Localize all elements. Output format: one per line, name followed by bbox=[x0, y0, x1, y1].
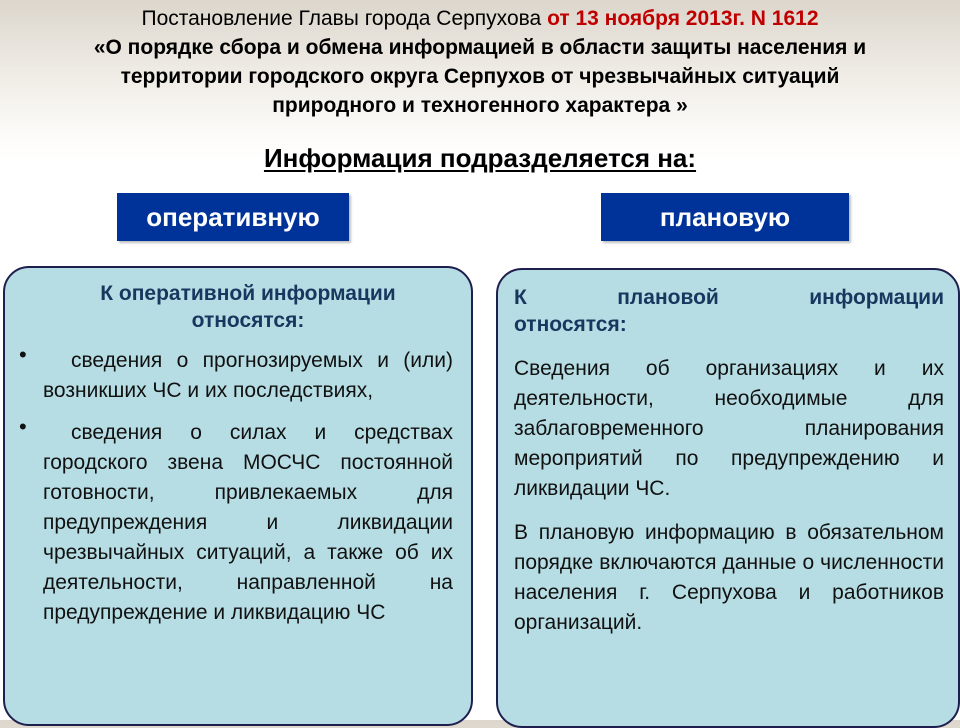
planned-info-panel bbox=[496, 268, 960, 728]
category-operative-label: оперативную bbox=[146, 201, 320, 232]
bullet-icon: • bbox=[19, 342, 27, 367]
operative-item-2-text: сведения о силах и средствах городского звена МОСЧС постоянной готовности, привлекаемых для предупреждения и ликвидации чрезвычайных ситуаций, а также об их деятельности, направленной на предупреждение и ликвидацию ЧС bbox=[43, 421, 453, 624]
header-title-line-2: территории городского округа Серпухов от чрезвычайных ситуаций bbox=[120, 65, 840, 88]
header-line-1 bbox=[0, 4, 960, 33]
planned-panel-title bbox=[514, 284, 944, 338]
bullet-icon: • bbox=[19, 414, 27, 439]
operative-item-1-text: сведения о прогнозируемых и (или) возникших ЧС и их последствиях, bbox=[43, 349, 453, 402]
operative-panel-title bbox=[43, 280, 453, 334]
category-operative-box bbox=[117, 193, 349, 241]
operative-title-line-2: относятся: bbox=[191, 309, 305, 332]
category-planned-label: плановую bbox=[659, 201, 791, 232]
operative-item-1 bbox=[19, 342, 453, 406]
section-subtitle bbox=[0, 143, 960, 174]
header-date-number: от 13 ноября 2013г. N 1612 bbox=[547, 7, 819, 30]
planned-paragraph-2: В плановую информацию в обязательном порядке включаются данные о численности населения г. Серпухова и работников организаций. bbox=[514, 521, 944, 634]
category-planned-box bbox=[601, 193, 849, 241]
operative-info-panel bbox=[3, 266, 473, 726]
header-title-line-3: природного и техногенного характера » bbox=[272, 94, 688, 117]
operative-title-line-1: К оперативной информации bbox=[100, 282, 396, 305]
planned-title-line-1: К плановой информации bbox=[514, 286, 944, 309]
planned-title-line-2: относятся: bbox=[514, 313, 627, 336]
operative-item-2 bbox=[19, 414, 453, 628]
header-title-line-1: «О порядке сбора и обмена информацией в области защиты населения и bbox=[93, 36, 867, 59]
planned-paragraph-1: Сведения об организациях и их деятельности, необходимые для заблаговременного планирования мероприятий по предупреждению и ликвидации ЧС. bbox=[514, 357, 944, 500]
document-header bbox=[0, 4, 960, 120]
header-prefix: Постановление Главы города Серпухова bbox=[141, 7, 548, 30]
subtitle-text: Информация подразделяется на: bbox=[263, 143, 697, 173]
